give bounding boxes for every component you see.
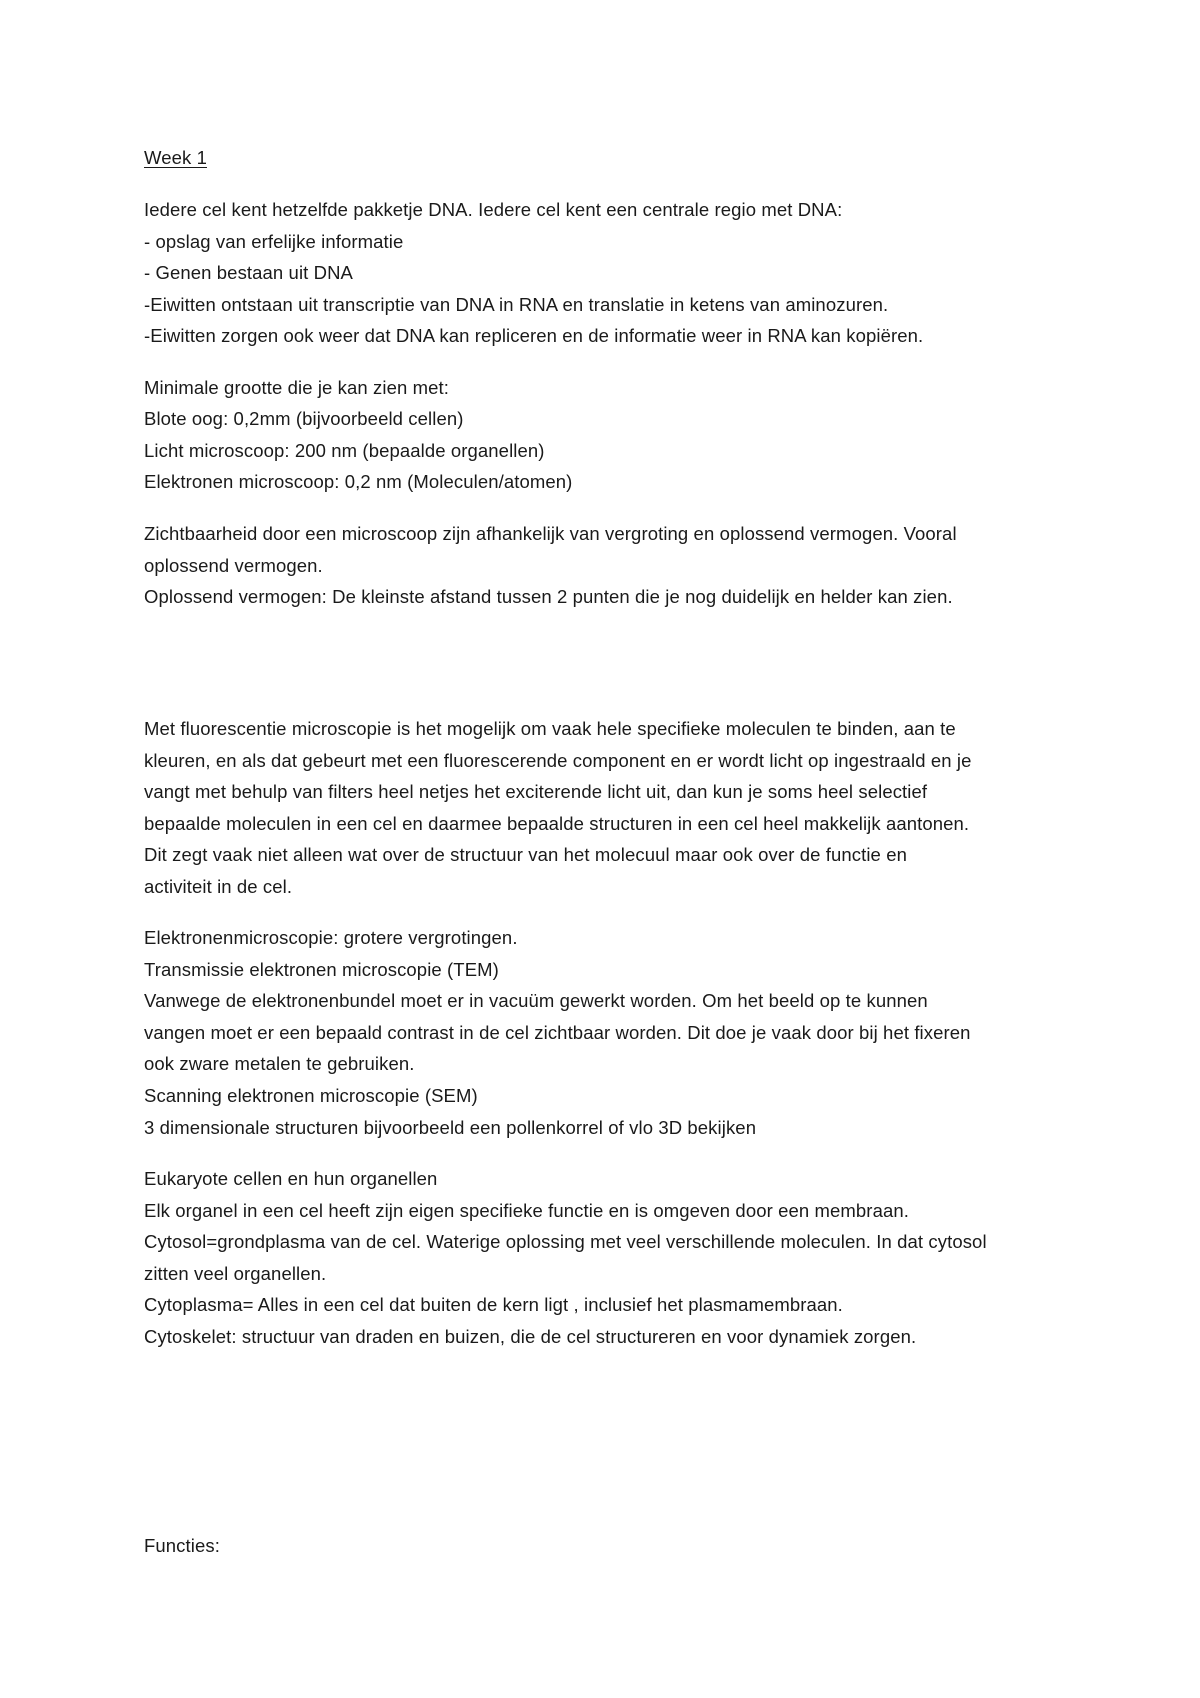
text-line: Elk organel in een cel heeft zijn eigen specifieke functie en is omgeven door een membraan.	[144, 1200, 909, 1221]
text-line: bepaalde moleculen in een cel en daarmee bepaalde structuren in een cel heel makkelijk aantonen.	[144, 813, 970, 834]
text-line: Minimale grootte die je kan zien met:	[144, 377, 449, 398]
text-line: Zichtbaarheid door een microscoop zijn afhankelijk van vergroting en oplossend vermogen. Vooral	[144, 523, 957, 544]
text-line: Iedere cel kent hetzelfde pakketje DNA. Iedere cel kent een centrale regio met DNA:	[144, 199, 843, 220]
text-line: Oplossend vermogen: De kleinste afstand tussen 2 punten die je nog duidelijk en helder kan zien.	[144, 586, 953, 607]
text-line: Cytoplasma= Alles in een cel dat buiten de kern ligt , inclusief het plasmamembraan.	[144, 1294, 843, 1315]
text-line: Licht microscoop: 200 nm (bepaalde organellen)	[144, 440, 545, 461]
text-line: Vanwege de elektronenbundel moet er in vacuüm gewerkt worden. Om het beeld op te kunnen	[144, 990, 928, 1011]
text-line: Cytoskelet: structuur van draden en buizen, die de cel structureren en voor dynamiek zorgen.	[144, 1326, 917, 1347]
text-line: activiteit in de cel.	[144, 876, 293, 897]
text-line: Scanning elektronen microscopie (SEM)	[144, 1085, 478, 1106]
text-line: vangt met behulp van filters heel netjes het exciterende licht uit, dan kun je soms heel selectief	[144, 781, 928, 802]
text-line: Eukaryote cellen en hun organellen	[144, 1168, 438, 1189]
text-line: -Eiwitten ontstaan uit transcriptie van DNA in RNA en translatie in ketens van aminozuren.	[144, 294, 889, 315]
text-line: ook zware metalen te gebruiken.	[144, 1053, 415, 1074]
text-line: Elektronenmicroscopie: grotere vergrotingen.	[144, 927, 518, 948]
text-line: 3 dimensionale structuren bijvoorbeeld een pollenkorrel of vlo 3D bekijken	[144, 1117, 757, 1138]
text-line: vangen moet er een bepaald contrast in de cel zichtbaar worden. Dit doe je vaak door bij het fixeren	[144, 1022, 971, 1043]
text-line: zitten veel organellen.	[144, 1263, 327, 1284]
text-line: -Eiwitten zorgen ook weer dat DNA kan repliceren en de informatie weer in RNA kan kopiëren.	[144, 325, 924, 346]
text-line: Elektronen microscoop: 0,2 nm (Moleculen/atomen)	[144, 471, 573, 492]
text-line: Transmissie elektronen microscopie (TEM)	[144, 959, 499, 980]
text-line: Cytosol=grondplasma van de cel. Waterige oplossing met veel verschillende moleculen. In dat cytosol	[144, 1231, 987, 1252]
page-title: Week 1	[144, 147, 207, 168]
text-line: Met fluorescentie microscopie is het mogelijk om vaak hele specifieke moleculen te binden, aan te	[144, 718, 956, 739]
text-line: Dit zegt vaak niet alleen wat over de structuur van het molecuul maar ook over de functie en	[144, 844, 907, 865]
text-line: - opslag van erfelijke informatie	[144, 231, 404, 252]
text-line: oplossend vermogen.	[144, 555, 323, 576]
text-line: kleuren, en als dat gebeurt met een fluorescerende component en er wordt licht op ingestraald en je	[144, 750, 972, 771]
text-line: Blote oog: 0,2mm (bijvoorbeeld cellen)	[144, 408, 464, 429]
section-heading: Functies:	[144, 1535, 220, 1556]
text-line: - Genen bestaan uit DNA	[144, 262, 353, 283]
